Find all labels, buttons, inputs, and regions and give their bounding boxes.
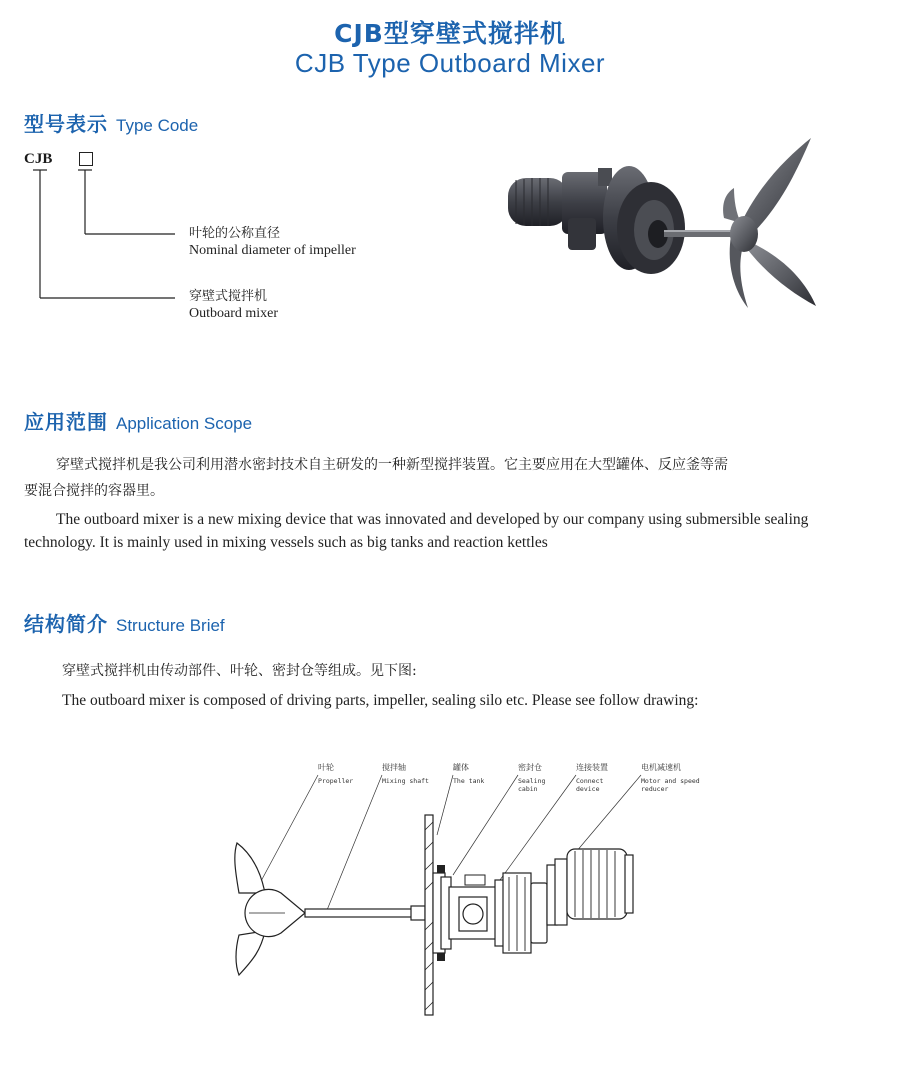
mixer-label-en: Outboard mixer [189,306,279,321]
diameter-placeholder-box [79,152,93,166]
type-code-heading [24,108,198,137]
application-heading-en: Application Scope [116,414,253,433]
drawing-label-motor-cn: 电机减速机 [641,763,681,772]
drawing-label-tank-en: The tank [453,777,485,785]
structure-text-cn: 穿壁式搅拌机由传动部件、叶轮、密封仓等组成。见下图: [62,663,417,679]
drawing-label-shaft-cn: 搅拌轴 [382,763,406,772]
drawing-label-connect-cn: 连接装置 [576,763,608,772]
drawing-label-connect-en: Connect device [576,777,604,793]
structure-heading [24,608,225,637]
structure-heading-en: Structure Brief [116,616,225,635]
drawing-label-tank-cn: 罐体 [453,763,469,772]
structure-heading-cn: 结构简介 [24,612,108,636]
type-code-heading-cn: 型号表示 [24,112,108,136]
type-code-prefix: CJB [24,151,53,167]
application-text-en-line1: The outboard mixer is a new mixing device that was innovated and developed by our company using submersible sealing [56,511,809,528]
application-text-cn-line1: 穿壁式搅拌机是我公司利用潜水密封技术自主研发的一种新型搅拌装置。它主要应用在大型罐体、反应釜等需 [56,457,728,473]
mixer-product-photo [486,118,856,323]
application-text-en-line2: technology. It is mainly used in mixing vessels such as big tanks and reaction kettles [24,534,548,551]
application-text-cn-line2: 要混合搅拌的容器里。 [24,483,164,499]
application-heading-cn: 应用范围 [24,410,108,434]
impeller-label-en: Nominal diameter of impeller [189,243,356,258]
drawing-label-shaft-en: Mixing shaft [382,777,429,785]
page-title-cn: CJB型穿壁式搅拌机 [334,19,566,48]
type-code-heading-en: Type Code [116,116,199,135]
drawing-label-propeller-cn: 叶轮 [318,763,334,772]
drawing-label-motor-en: Motor and speed reducer [641,777,700,793]
drawing-label-sealing-en: Sealing cabin [518,777,546,793]
application-heading [24,406,252,435]
type-code-leader-lines [30,166,190,306]
drawing-label-sealing-cn: 密封仓 [518,763,542,772]
impeller-label-cn: 叶轮的公称直径 [189,226,281,241]
mixer-label-cn: 穿壁式搅拌机 [189,289,268,304]
drawing-label-propeller-en: Propeller [318,777,354,785]
page-title-en: CJB Type Outboard Mixer [294,48,606,78]
structure-text-en: The outboard mixer is composed of driving parts, impeller, sealing silo etc. Please see follow drawing: [62,692,699,709]
mixer-structure-drawing [225,755,705,1025]
